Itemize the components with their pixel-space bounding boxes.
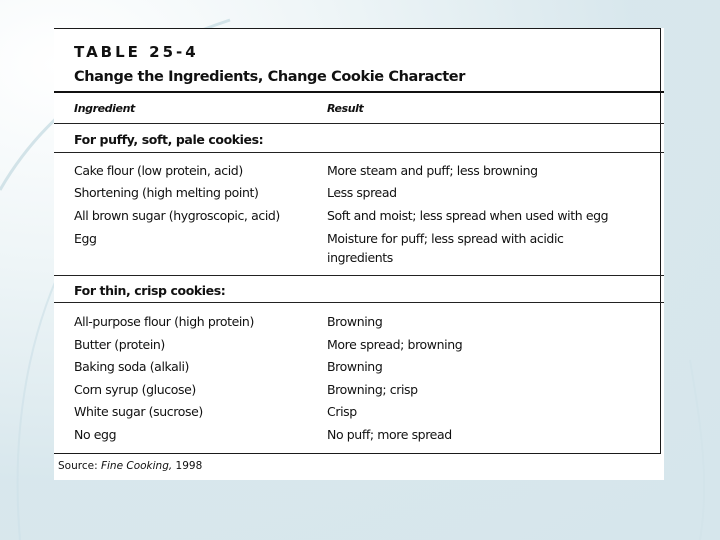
section-rule — [54, 123, 664, 124]
source-citation — [58, 460, 202, 472]
source-year: 1998 — [175, 460, 203, 472]
ingredient-cell: Butter (protein) — [74, 337, 165, 352]
result-cell: More steam and puff; less browning — [327, 163, 538, 178]
ingredient-cell: Cake flour (low protein, acid) — [74, 163, 243, 178]
ingredient-cell: All brown sugar (hygroscopic, acid) — [74, 208, 280, 223]
result-cell: Less spread — [327, 185, 397, 200]
result-cell: Browning — [327, 314, 383, 329]
header-rule — [54, 91, 664, 93]
cookie-ingredients-table — [54, 28, 661, 454]
ingredient-cell: Baking soda (alkali) — [74, 359, 190, 374]
table-figure — [54, 28, 664, 480]
ingredient-cell: No egg — [74, 427, 117, 442]
column-header-result: Result — [327, 102, 364, 115]
column-header-ingredient: Ingredient — [74, 102, 135, 115]
section-heading-thin: For thin, crisp cookies: — [74, 283, 226, 298]
result-cell: Crisp — [327, 404, 357, 419]
result-cell: More spread; browning — [327, 337, 463, 352]
ingredient-cell: White sugar (sucrose) — [74, 404, 203, 419]
ingredient-cell: Corn syrup (glucose) — [74, 382, 196, 397]
table-number: TABLE 25-4 — [74, 43, 199, 61]
table-title: Change the Ingredients, Change Cookie Character — [74, 69, 465, 85]
result-cell: Moisture for puff; less spread with acidic ingredients — [327, 231, 564, 265]
section-rule — [54, 302, 664, 303]
result-cell: Soft and moist; less spread when used with egg — [327, 208, 609, 223]
ingredient-cell: All-purpose flour (high protein) — [74, 314, 254, 329]
source-publication: Fine Cooking, — [100, 460, 173, 472]
section-rule — [54, 275, 664, 276]
result-cell: Browning; crisp — [327, 382, 418, 397]
section-heading-puffy: For puffy, soft, pale cookies: — [74, 132, 264, 147]
ingredient-cell: Egg — [74, 231, 97, 246]
result-cell: Browning — [327, 359, 383, 374]
section-rule — [54, 152, 664, 153]
source-prefix: Source: — [58, 460, 98, 472]
ingredient-cell: Shortening (high melting point) — [74, 185, 259, 200]
result-cell: No puff; more spread — [327, 427, 452, 442]
